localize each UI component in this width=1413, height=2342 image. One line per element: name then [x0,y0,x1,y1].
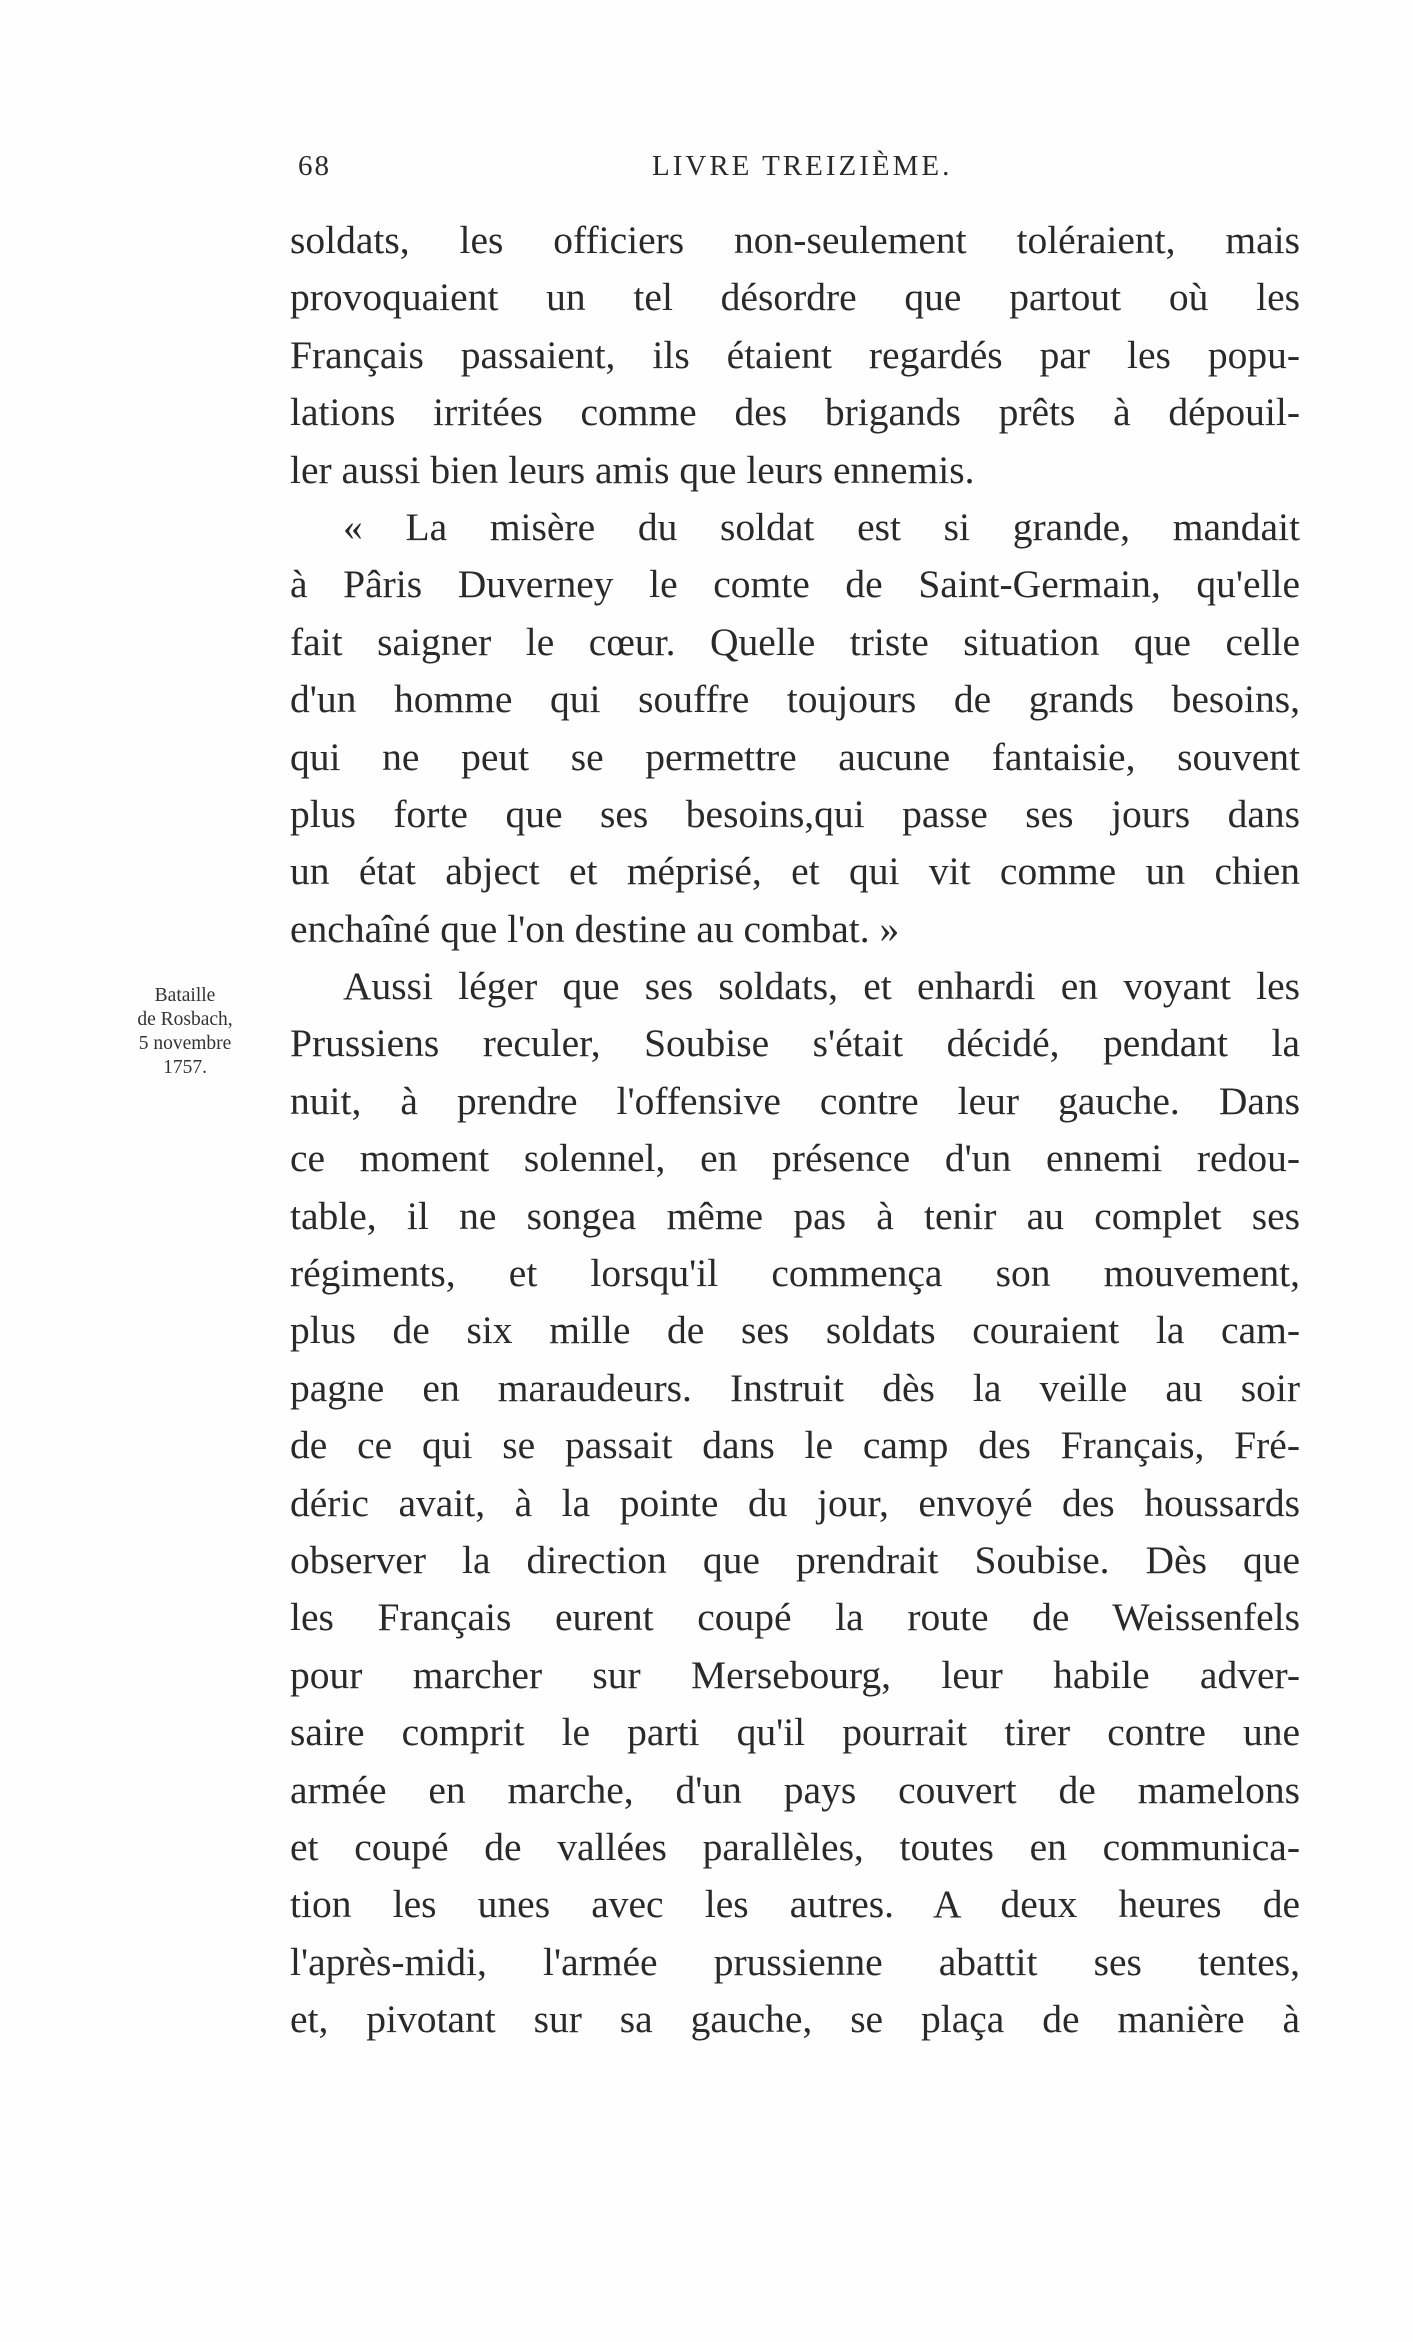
text-line: plus forte que ses besoins,qui passe ses jours dans [290,791,1300,836]
text-line: et coupé de vallées parallèles, toutes en communica- [290,1824,1300,1869]
text-line: ce moment solennel, en présence d'un ennemi redou- [290,1136,1300,1181]
text-line: qui ne peut se permettre aucune fantaisie, souvent [290,734,1300,779]
text-line: de ce qui se passait dans le camp des Français, Fré- [290,1423,1300,1468]
text-line: observer la direction que prendrait Soubise. Dès que [290,1537,1300,1582]
text-line: à Pâris Duverney le comte de Saint-Germain, qu'elle [290,562,1300,607]
text-line: Aussi léger que ses soldats, et enhardi en voyant les [343,964,1300,1009]
text-line: pagne en maraudeurs. Instruit dès la veille au soir [290,1365,1300,1410]
text-line: les Français eurent coupé la route de Weissenfels [290,1595,1300,1640]
text-line: Prussiens reculer, Soubise s'était décidé, pendant la [290,1021,1300,1066]
margin-note-line: de Rosbach, [137,1009,233,1030]
text-line: armée en marche, d'un pays couvert de mamelons [290,1767,1300,1812]
text-line: fait saigner le cœur. Quelle triste situation que celle [290,619,1300,664]
text-line: l'après-midi, l'armée prussienne abattit ses tentes, [290,1939,1300,1984]
text-line: table, il ne songea même pas à tenir au complet ses [290,1193,1300,1238]
text-line: et, pivotant sur sa gauche, se plaça de manière à [290,1997,1300,2042]
text-line: pour marcher sur Mersebourg, leur habile adver- [290,1652,1300,1697]
margin-note-line: 5 novembre [138,1033,232,1054]
text-line: enchaîné que l'on destine au combat. » [290,906,900,951]
margin-note-line: 1757. [163,1057,207,1078]
text-line: saire comprit le parti qu'il pourrait tirer contre une [290,1710,1300,1755]
running-head [298,150,1298,190]
text-line: un état abject et méprisé, et qui vit comme un chien [290,849,1300,894]
text-line: régiments, et lorsqu'il commença son mouvement, [290,1251,1300,1296]
text-line: provoquaient un tel désordre que partout où les [290,275,1300,320]
text-line: d'un homme qui souffre toujours de grands besoins, [290,677,1300,722]
text-line: tion les unes avec les autres. A deux heures de [290,1882,1300,1927]
body-text [290,212,1300,2049]
page-number: 68 [298,150,331,182]
text-line: plus de six mille de ses soldats couraient la cam- [290,1308,1300,1353]
running-title: LIVRE TREIZIÈME. [652,150,953,182]
text-line: ler aussi bien leurs amis que leurs ennemis. [290,447,975,492]
text-line: Français passaient, ils étaient regardés par les popu- [290,332,1300,377]
margin-note [100,984,270,1080]
text-line: « La misère du soldat est si grande, mandait [343,504,1300,549]
text-line: lations irritées comme des brigands prêts à dépouil- [290,390,1300,435]
text-line: nuit, à prendre l'offensive contre leur gauche. Dans [290,1078,1300,1123]
margin-note-line: Bataille [154,985,216,1006]
text-line: soldats, les officiers non-seulement toléraient, mais [290,218,1300,262]
text-line: déric avait, à la pointe du jour, envoyé des houssards [290,1480,1300,1525]
